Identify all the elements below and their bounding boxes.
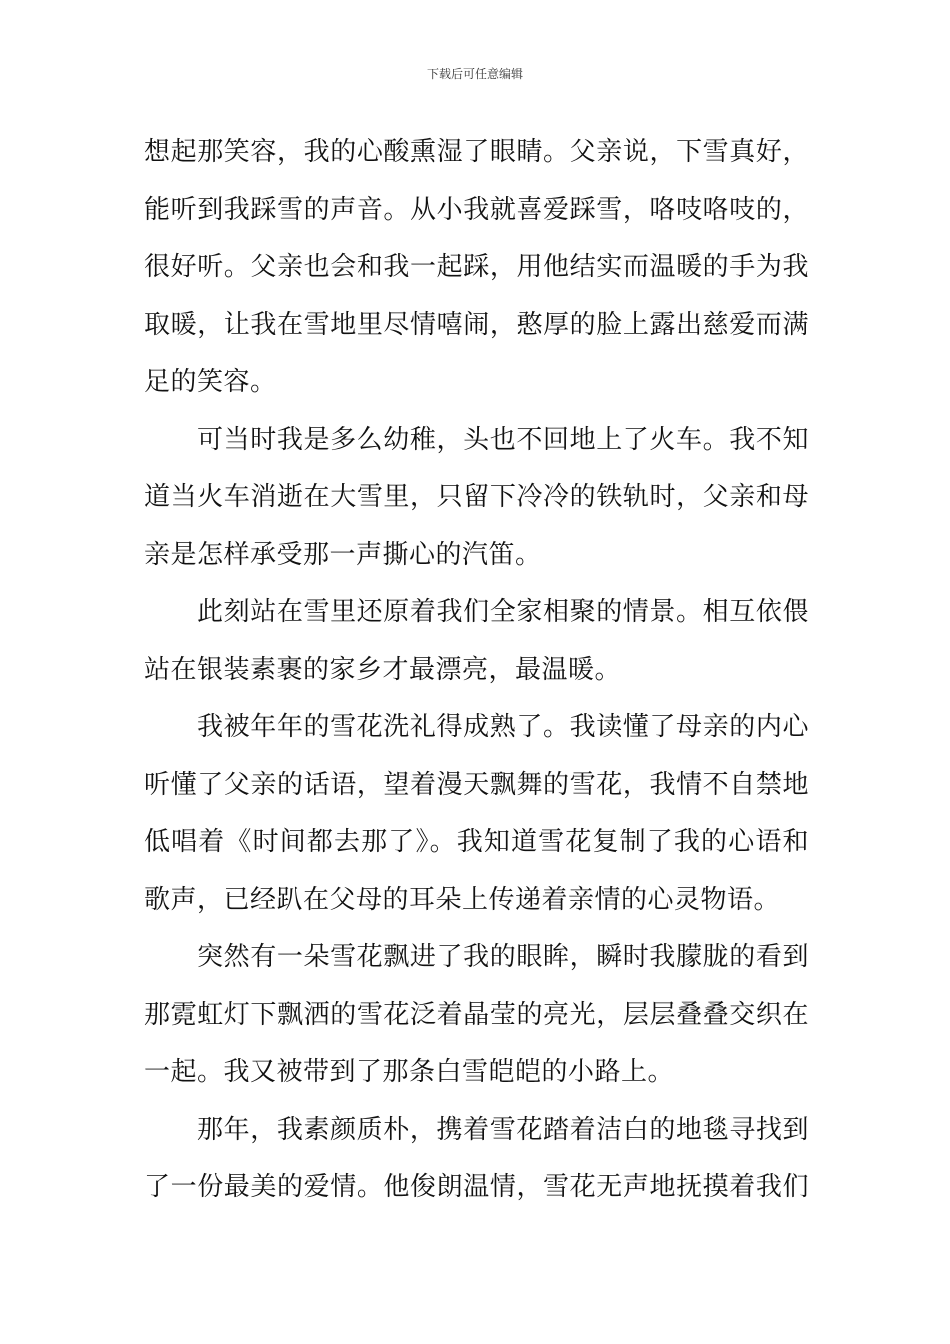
text-line: 取暖，让我在雪地里尽情嘻闹，憨厚的脸上露出慈爱而满: [144, 309, 809, 340]
text-line: 能听到我踩雪的声音。从小我就喜爱踩雪，咯吱咯吱的，: [144, 194, 809, 225]
text-line: 那霓虹灯下飘洒的雪花泛着晶莹的亮光，层层叠叠交织在: [144, 999, 809, 1030]
text-line: 那年，我素颜质朴，携着雪花踏着洁白的地毯寻找到: [197, 1114, 809, 1145]
text-line: 了一份最美的爱情。他俊朗温情，雪花无声地抚摸着我们: [144, 1172, 809, 1202]
body-text: [144, 124, 809, 1217]
text-line: 足的笑容。: [144, 367, 277, 397]
text-line: 突然有一朵雪花飘进了我的眼眸，瞬时我朦胧的看到: [197, 942, 809, 972]
text-line: 站在银装素裹的家乡才最漂亮，最温暖。: [144, 654, 622, 685]
text-line: 道当火车消逝在大雪里，只留下冷冷的铁轨时，父亲和母: [144, 482, 809, 512]
text-line: 此刻站在雪里还原着我们全家相聚的情景。相互依偎: [197, 597, 809, 627]
page-header: 下载后可任意编辑: [426, 67, 523, 81]
text-line: 我被年年的雪花洗礼得成熟了。我读懂了母亲的内心: [197, 712, 809, 742]
text-line: 亲是怎样承受那一声撕心的汽笛。: [144, 539, 542, 570]
text-line: 歌声，已经趴在父母的耳朵上传递着亲情的心灵物语。: [144, 884, 781, 915]
text-line: 一起。我又被带到了那条白雪皑皑的小路上。: [144, 1057, 675, 1087]
text-line: 想起那笑容，我的心酸熏湿了眼睛。父亲说，下雪真好，: [144, 137, 809, 167]
text-line: 可当时我是多么幼稚，头也不回地上了火车。我不知: [197, 424, 809, 455]
text-line: 很好听。父亲也会和我一起踩，用他结实而温暖的手为我: [144, 252, 809, 282]
text-line: 低唱着《时间都去那了》。我知道雪花复制了我的心语和: [144, 827, 809, 857]
text-line: 听懂了父亲的话语，望着漫天飘舞的雪花，我情不自禁地: [144, 769, 809, 800]
